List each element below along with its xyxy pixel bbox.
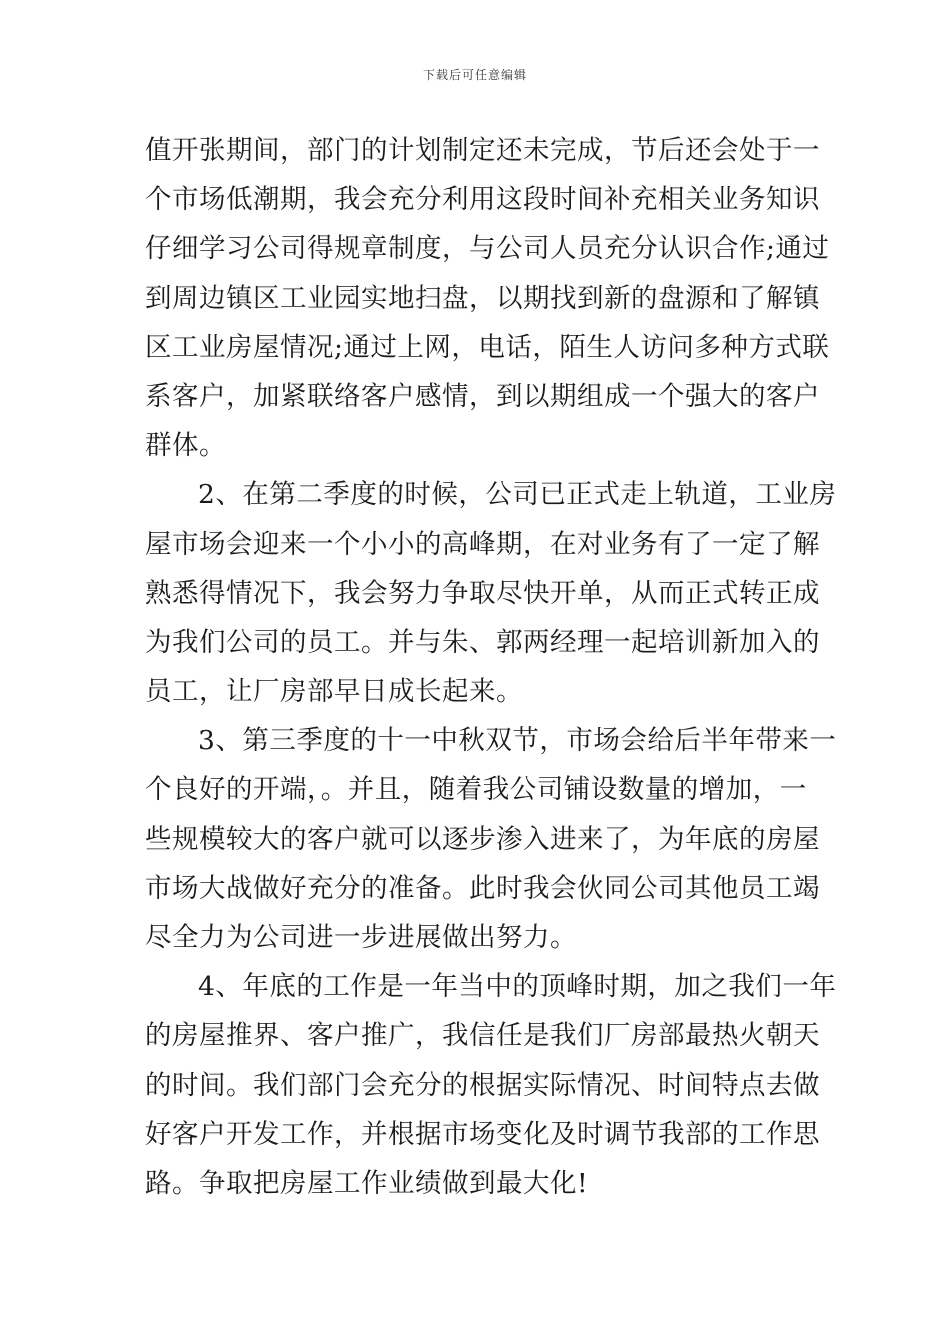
text-line: 个良好的开端，。并且，随着我公司铺设数量的增加，一 — [145, 774, 807, 806]
text-line: 的时间。我们部门会充分的根据实际情况、时间特点去做 — [145, 1069, 820, 1101]
paragraph-3-first-line: 3、第三季度的十一中秋双节，市场会给后半年带来一 — [198, 725, 837, 757]
text-line: 市场大战做好充分的准备。此时我会伙同公司其他员工竭 — [145, 872, 820, 904]
text-line: 的房屋推界、客户推广，我信任是我们厂房部最热火朝天 — [145, 1020, 820, 1052]
text-line: 好客户开发工作，并根据市场变化及时调节我部的工作思 — [145, 1118, 820, 1150]
page-header: 下载后可任意编辑 — [422, 68, 527, 82]
text-line: 些规模较大的客户就可以逐步渗入进来了，为年底的房屋 — [145, 823, 820, 855]
text-line: 员工，让厂房部早日成长起来。 — [145, 676, 523, 708]
paragraph-4-first-line: 4、年底的工作是一年当中的顶峰时期，加之我们一年 — [198, 971, 837, 1003]
document-body — [145, 126, 837, 1208]
text-line: 系客户，加紧联络客户感情，到以期组成一个强大的客户 — [145, 380, 820, 412]
text-line: 仔细学习公司得规章制度，与公司人员充分认识合作;通过 — [145, 233, 830, 265]
text-line: 路。争取把房屋工作业绩做到最大化! — [145, 1167, 589, 1199]
text-line: 为我们公司的员工。并与朱、郭两经理一起培训新加入的 — [145, 626, 820, 658]
text-line: 屋市场会迎来一个小小的高峰期，在对业务有了一定了解 — [145, 528, 820, 560]
text-line: 尽全力为公司进一步进展做出努力。 — [145, 922, 577, 953]
text-line: 到周边镇区工业园实地扫盘，以期找到新的盘源和了解镇 — [145, 282, 820, 314]
paragraph-2-first-line: 2、在第二季度的时候，公司已正式走上轨道，工业房 — [198, 479, 837, 511]
text-line: 值开张期间，部门的计划制定还未完成，节后还会处于一 — [145, 135, 820, 166]
text-line: 个市场低潮期，我会充分利用这段时间补充相关业务知识 — [145, 184, 820, 216]
text-line: 区工业房屋情况;通过上网，电话，陌生人访问多种方式联 — [145, 331, 830, 363]
text-line: 群体。 — [145, 430, 226, 462]
text-line: 熟悉得情况下，我会努力争取尽快开单，从而正式转正成 — [145, 577, 820, 609]
